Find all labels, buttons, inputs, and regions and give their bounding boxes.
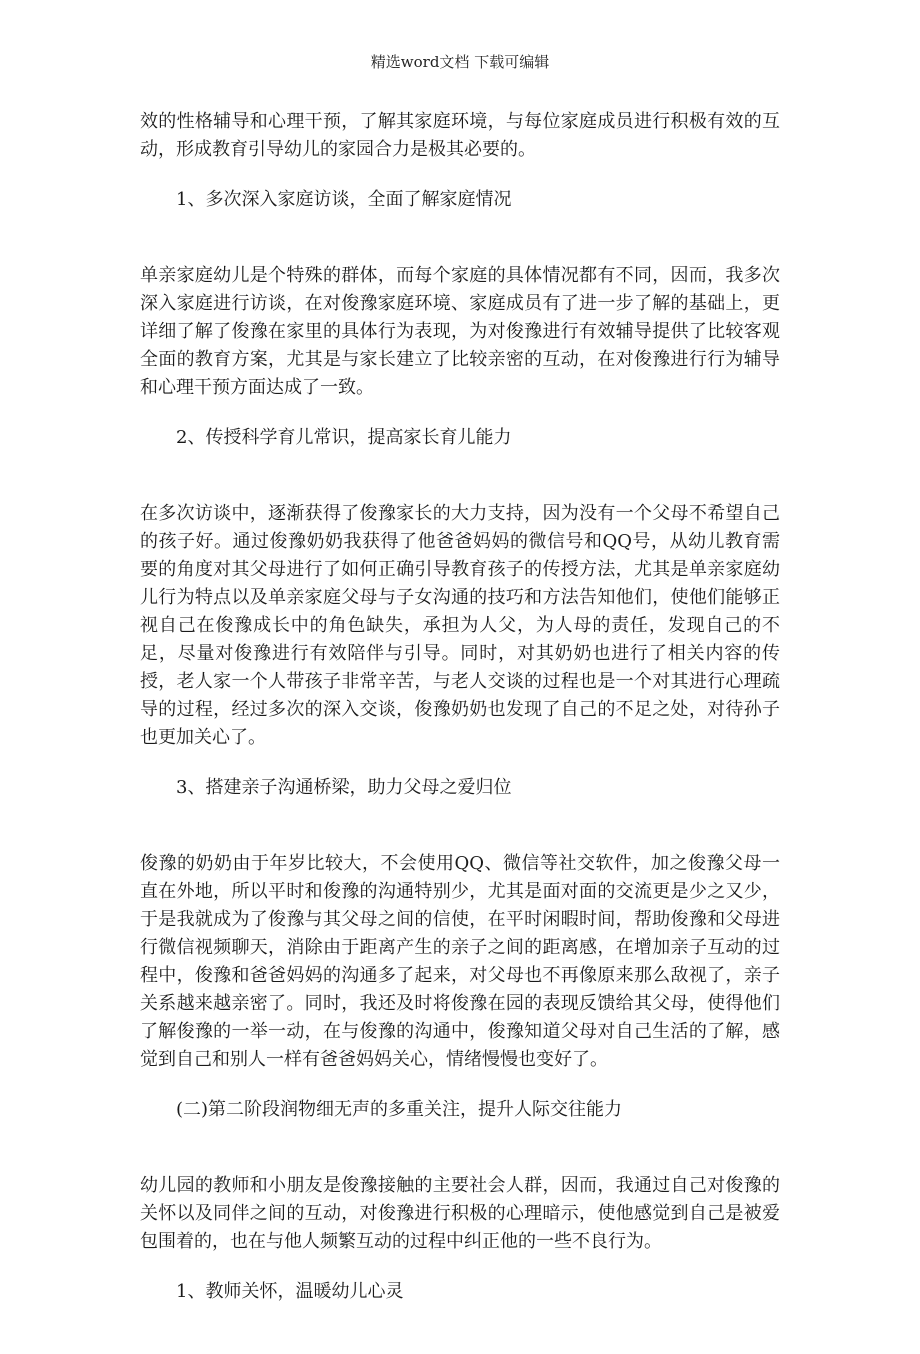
paragraph-stage-two: 幼儿园的教师和小朋友是俊豫接触的主要社会人群，因而，我通过自己对俊豫的关怀以及同伴之间的互动，对俊豫进行积极的心理暗示，使他感觉到自己是被爱包围着的，也在与他人频繁互动的过程中纠正他的一些不良行为。	[140, 1175, 780, 1252]
paragraph-continuation: 效的性格辅导和心理干预，了解其家庭环境，与每位家庭成员进行积极有效的互动，形成教育引导幼儿的家园合力是极其必要的。	[140, 111, 780, 160]
paragraph-home-visits: 单亲家庭幼儿是个特殊的群体，而每个家庭的具体情况都有不同，因而，我多次深入家庭进行访谈，在对俊豫家庭环境、家庭成员有了进一步了解的基础上，更详细了解了俊豫在家里的具体行为表现，为对俊豫进行有效辅导提供了比较客观全面的教育方案，尤其是与家长建立了比较亲密的互动，在对俊豫进行行为辅导和心理干预方面达成了一致。	[140, 265, 780, 398]
section-heading-stage-two: (二)第二阶段润物细无声的多重关注，提升人际交往能力	[176, 1099, 623, 1120]
section-heading-teacher-care: 1、教师关怀，温暖幼儿心灵	[176, 1281, 404, 1302]
section-heading-home-visits: 1、多次深入家庭访谈，全面了解家庭情况	[176, 189, 512, 210]
paragraph-parent-child-bridge: 俊豫的奶奶由于年岁比较大，不会使用QQ、微信等社交软件，加之俊豫父母一直在外地，所以平时和俊豫的沟通特别少，尤其是面对面的交流更是少之又少，于是我就成为了俊豫与其父母之间的信使，在平时闲暇时间，帮助俊豫和父母进行微信视频聊天，消除由于距离产生的亲子之间的距离感，在增加亲子互动的过程中，俊豫和爸爸妈妈的沟通多了起来，对父母也不再像原来那么敌视了，亲子关系越来越亲密了。同时，我还及时将俊豫在园的表现反馈给其父母，使得他们了解俊豫的一举一动，在与俊豫的沟通中，俊豫知道父母对自己生活的了解，感觉到自己和别人一样有爸爸妈妈关心，情绪慢慢也变好了。	[140, 853, 780, 1070]
section-heading-parenting-knowledge: 2、传授科学育儿常识，提高家长育儿能力	[176, 427, 512, 448]
section-heading-parent-child-bridge: 3、搭建亲子沟通桥梁，助力父母之爱归位	[176, 777, 512, 798]
document-body	[140, 108, 780, 1354]
paragraph-parenting-knowledge: 在多次访谈中，逐渐获得了俊豫家长的大力支持，因为没有一个父母不希望自己的孩子好。通过俊豫奶奶我获得了他爸爸妈妈的微信号和QQ号，从幼儿教育需要的角度对其父母进行了如何正确引导教育孩子的传授方法，尤其是单亲家庭幼儿行为特点以及单亲家庭父母与子女沟通的技巧和方法告知他们，使他们能够正视自己在俊豫成长中的角色缺失，承担为人父，为人母的责任，发现自己的不足，尽量对俊豫进行有效陪伴与引导。同时，对其奶奶也进行了相关内容的传授，老人家一个人带孩子非常辛苦，与老人交谈的过程也是一个对其进行心理疏导的过程，经过多次的深入交谈，俊豫奶奶也发现了自己的不足之处，对待孙子也更加关心了。	[140, 503, 780, 748]
page-header: 精选word文档 下载可编辑	[370, 53, 550, 71]
